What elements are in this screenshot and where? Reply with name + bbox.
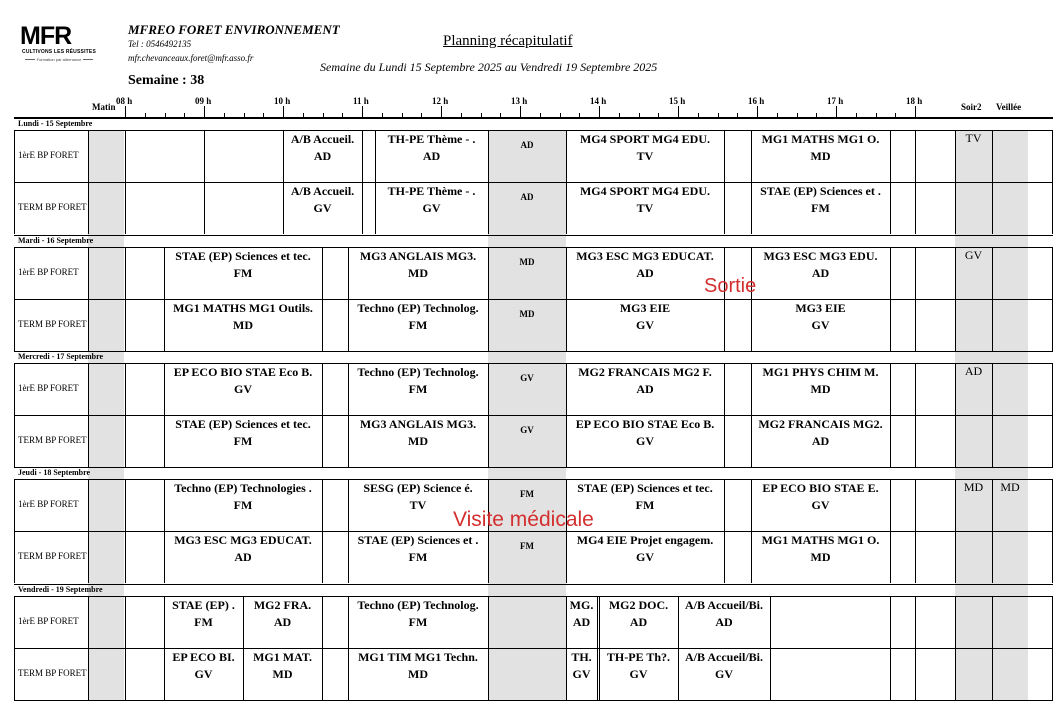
day-label-1: Mardi - 16 Septembre: [18, 236, 94, 245]
hour-label-10: 18 h: [906, 96, 923, 106]
cell-border-right: [597, 648, 598, 700]
soir2-cell: TV: [965, 131, 982, 145]
page-title: Planning récapitulatif: [443, 33, 573, 49]
column-border: [1052, 247, 1053, 351]
lunch-supervisor-cell[interactable]: FM: [520, 541, 534, 551]
course-name: MG2 FRA.: [253, 598, 312, 612]
column-border: [1052, 363, 1053, 467]
matin-column-header: Matin: [92, 102, 116, 112]
course-cell[interactable]: [751, 300, 890, 350]
slot-border: [770, 596, 771, 700]
grid-bottom-border: [14, 700, 1053, 701]
column-border: [1052, 479, 1053, 583]
hour-label-4: 12 h: [432, 96, 449, 106]
organization-phone: Tel : 0546492135: [128, 39, 192, 49]
course-cell[interactable]: [566, 183, 724, 233]
course-name: MG1 MATHS MG1 O.: [761, 132, 880, 146]
slot-border: [125, 247, 126, 351]
row-separator: [14, 182, 1053, 183]
teacher-initials: AD: [273, 615, 292, 629]
teacher-initials: GV: [811, 498, 830, 512]
course-name: STAE (EP) Sciences et .: [760, 184, 881, 198]
veillee-cell: MD: [1000, 480, 1020, 494]
column-border: [14, 363, 15, 467]
teacher-initials: FM: [194, 615, 213, 629]
course-cell[interactable]: [164, 649, 243, 699]
column-border: [955, 596, 956, 700]
teacher-initials: FM: [408, 550, 428, 564]
logo-subtagline: Formation par alternance: [14, 57, 104, 62]
hour-label-5: 13 h: [511, 96, 528, 106]
cell-border-right: [322, 363, 323, 415]
column-border: [992, 130, 993, 234]
slot-border: [915, 479, 916, 583]
course-name: EP ECO BIO STAE E.: [762, 481, 879, 495]
class-label: TERM BP FORET: [18, 319, 87, 329]
course-name: SESG (EP) Science é.: [363, 481, 473, 495]
course-cell[interactable]: [164, 480, 322, 530]
slot-border: [915, 130, 916, 234]
class-label: 1èrE BP FORET: [18, 616, 79, 626]
cell-border-right: [488, 182, 489, 234]
course-name: MG1 PHYS CHIM M.: [762, 365, 879, 379]
column-border: [88, 130, 89, 234]
hour-label-0: 08 h: [116, 96, 133, 106]
teacher-initials: MD: [408, 266, 428, 280]
class-label: 1èrE BP FORET: [18, 383, 79, 393]
slot-border: [890, 363, 891, 467]
teacher-initials: FM: [635, 498, 655, 512]
course-name: Techno (EP) Technolog.: [357, 365, 479, 379]
course-cell[interactable]: [566, 597, 597, 647]
slot-border: [125, 363, 126, 467]
teacher-initials: GV: [715, 667, 733, 681]
course-cell[interactable]: [348, 416, 488, 466]
hour-label-3: 11 h: [353, 96, 369, 106]
slot-border: [362, 130, 363, 234]
teacher-initials: TV: [409, 498, 427, 512]
class-label: TERM BP FORET: [18, 668, 87, 678]
class-label: 1èrE BP FORET: [18, 499, 79, 509]
lunch-supervisor-cell[interactable]: GV: [520, 425, 534, 435]
course-name: STAE (EP) Sciences et tec.: [175, 249, 311, 263]
day-header-border: [14, 584, 1053, 585]
course-name: MG1 MAT.: [253, 650, 312, 664]
teacher-initials: FM: [408, 382, 428, 396]
course-name: MG3 EIE: [619, 301, 671, 315]
course-cell[interactable]: [751, 183, 890, 233]
column-border: [88, 596, 89, 700]
teacher-initials: AD: [811, 266, 830, 280]
slot-border: [890, 130, 891, 234]
teacher-initials: AD: [636, 266, 654, 280]
cell-border-right: [488, 130, 489, 182]
teacher-initials: GV: [422, 201, 441, 215]
course-name: A/B Accueil/Bi.: [685, 598, 763, 612]
course-cell[interactable]: [164, 597, 243, 647]
course-cell[interactable]: [751, 131, 890, 181]
course-cell[interactable]: [566, 300, 724, 350]
lunch-supervisor-cell[interactable]: FM: [520, 489, 534, 499]
day-header-border: [14, 351, 1053, 352]
teacher-initials: FM: [811, 201, 830, 215]
course-cell[interactable]: [751, 416, 890, 466]
week-number: Semaine : 38: [128, 73, 205, 88]
logo-text: MFR: [20, 22, 72, 50]
course-cell[interactable]: [678, 597, 770, 647]
course-name: A/B Accueil.: [290, 184, 355, 198]
course-cell[interactable]: [348, 300, 488, 350]
soir2-cell: MD: [963, 480, 984, 494]
column-border: [955, 363, 956, 467]
teacher-initials: GV: [629, 667, 648, 681]
column-border: [992, 479, 993, 583]
course-name: MG2 DOC.: [608, 598, 669, 612]
course-cell[interactable]: [566, 364, 724, 414]
cell-border-right: [488, 648, 489, 700]
slot-border: [890, 596, 891, 700]
slot-border: [125, 479, 126, 583]
course-cell[interactable]: [348, 597, 488, 647]
teacher-initials: AD: [629, 615, 648, 629]
lunch-supervisor-cell[interactable]: MD: [519, 257, 535, 267]
course-cell[interactable]: [164, 364, 322, 414]
course-cell[interactable]: [243, 649, 322, 699]
day-header-border: [14, 235, 1053, 236]
course-name: MG2 FRANCAIS MG2.: [758, 417, 883, 431]
class-label: TERM BP FORET: [18, 551, 87, 561]
course-cell[interactable]: [348, 364, 488, 414]
course-cell[interactable]: [164, 300, 322, 350]
course-name: Techno (EP) Technologies .: [174, 481, 312, 495]
day-label-0: Lundi - 15 Septembre: [18, 119, 93, 128]
course-cell[interactable]: [348, 248, 488, 298]
course-cell[interactable]: [751, 364, 890, 414]
course-cell[interactable]: [599, 649, 678, 699]
teacher-initials: TV: [636, 201, 654, 215]
column-border: [955, 247, 956, 351]
lunch-supervisor-cell[interactable]: AD: [520, 192, 534, 202]
day-header-border: [14, 467, 1053, 468]
teacher-initials: AD: [234, 550, 252, 564]
cell-border-right: [488, 531, 489, 583]
day-header-border: [14, 118, 1053, 119]
slot-border: [724, 130, 725, 234]
course-name: MG4 EIE Projet engagem.: [576, 533, 714, 547]
cell-border-right: [322, 247, 323, 299]
column-border: [1052, 130, 1053, 234]
teacher-initials: AD: [572, 615, 591, 629]
column-border: [88, 479, 89, 583]
course-name: MG2 FRANCAIS MG2 F.: [578, 365, 712, 379]
slot-border: [890, 479, 891, 583]
teacher-initials: GV: [811, 318, 830, 332]
soir2-column-header: Soir2: [961, 102, 982, 112]
slot-border: [915, 596, 916, 700]
cell-border-right: [597, 596, 598, 648]
teacher-initials: MD: [810, 382, 831, 396]
cell-border-right: [488, 247, 489, 299]
slot-border: [125, 596, 126, 700]
column-border: [955, 130, 956, 234]
cell-border-right: [322, 299, 323, 351]
teacher-initials: FM: [233, 498, 253, 512]
teacher-initials: GV: [636, 318, 654, 332]
class-label: 1èrE BP FORET: [18, 150, 79, 160]
course-name: EP ECO BIO STAE Eco B.: [575, 417, 715, 431]
course-name: MG3 ANGLAIS MG3.: [359, 249, 477, 263]
slot-border: [724, 363, 725, 467]
course-cell[interactable]: [164, 416, 322, 466]
column-border: [14, 596, 15, 700]
teacher-initials: FM: [408, 318, 428, 332]
course-name: MG1 TIM MG1 Techn.: [358, 650, 478, 664]
slot-border: [915, 247, 916, 351]
teacher-initials: FM: [233, 434, 253, 448]
slot-border: [890, 247, 891, 351]
course-name: MG4 SPORT MG4 EDU.: [579, 184, 711, 198]
teacher-initials: TV: [636, 149, 654, 163]
course-name: TH-PE Thème - .: [387, 184, 476, 198]
cell-border-right: [322, 531, 323, 583]
course-cell[interactable]: [348, 649, 488, 699]
course-name: Techno (EP) Technolog.: [357, 598, 479, 612]
slot-border: [915, 363, 916, 467]
organization-email: mfr.chevanceaux.foret@mfr.asso.fr: [128, 53, 254, 63]
soir2-cell: AD: [964, 364, 983, 378]
teacher-initials: MD: [408, 667, 428, 681]
course-name: MG1 MATHS MG1 Outils.: [173, 301, 313, 315]
class-label: 1èrE BP FORET: [18, 267, 79, 277]
hour-label-7: 15 h: [669, 96, 686, 106]
column-border: [14, 479, 15, 583]
cell-border-right: [322, 479, 323, 531]
course-name: TH-PE Thème - .: [387, 132, 476, 146]
slot-border: [125, 130, 126, 234]
teacher-initials: GV: [636, 550, 654, 564]
column-border: [14, 247, 15, 351]
column-border: [14, 130, 15, 234]
column-border: [992, 363, 993, 467]
course-cell[interactable]: [751, 480, 890, 530]
course-cell[interactable]: [566, 131, 724, 181]
cell-border-right: [322, 648, 323, 700]
course-cell[interactable]: [164, 248, 322, 298]
course-cell[interactable]: [751, 532, 890, 582]
cell-border-right: [488, 299, 489, 351]
column-border: [992, 596, 993, 700]
slot-border: [204, 130, 205, 234]
course-cell[interactable]: [283, 131, 362, 181]
course-name: MG1 MATHS MG1 O.: [761, 533, 880, 547]
teacher-initials: AD: [313, 149, 332, 163]
course-name: TH-PE Th?.: [606, 650, 671, 664]
teacher-initials: MD: [408, 434, 428, 448]
teacher-initials: AD: [715, 615, 733, 629]
course-name: MG3 ESC MG3 EDUCAT.: [576, 249, 714, 263]
class-label: TERM BP FORET: [18, 202, 87, 212]
visite-medicale-annotation: Visite médicale: [453, 508, 594, 531]
column-border: [992, 247, 993, 351]
column-border: [1052, 596, 1053, 700]
course-name: TH.: [571, 650, 592, 664]
sortie-annotation: Sortie: [704, 275, 757, 297]
teacher-initials: FM: [233, 266, 253, 280]
hour-label-6: 14 h: [590, 96, 607, 106]
course-cell[interactable]: [566, 416, 724, 466]
logo-tagline: CULTIVONS LES RÉUSSITES: [22, 49, 96, 55]
course-name: STAE (EP) Sciences et .: [357, 533, 479, 547]
course-name: STAE (EP) .: [172, 598, 235, 612]
course-name: A/B Accueil/Bi.: [685, 650, 763, 664]
course-cell[interactable]: [678, 649, 770, 699]
cell-border-right: [322, 596, 323, 648]
course-name: STAE (EP) Sciences et tec.: [175, 417, 311, 431]
slot-border: [724, 247, 725, 351]
teacher-initials: GV: [194, 667, 213, 681]
course-name: MG4 SPORT MG4 EDU.: [579, 132, 711, 146]
lunch-supervisor-cell[interactable]: AD: [520, 140, 534, 150]
course-cell[interactable]: [566, 649, 597, 699]
course-name: MG3 EIE: [795, 301, 846, 315]
course-name: A/B Accueil.: [290, 132, 355, 146]
column-border: [88, 363, 89, 467]
teacher-initials: MD: [272, 667, 293, 681]
teacher-initials: AD: [811, 434, 830, 448]
teacher-initials: GV: [572, 667, 591, 681]
course-cell[interactable]: [348, 532, 488, 582]
column-border: [88, 247, 89, 351]
organization-name: MFREO FORET ENVIRONNEMENT: [128, 22, 340, 37]
lunch-supervisor-cell[interactable]: GV: [520, 373, 534, 383]
veillee-column-header: Veillée: [996, 102, 1022, 112]
teacher-initials: MD: [810, 149, 831, 163]
hour-label-8: 16 h: [748, 96, 765, 106]
teacher-initials: GV: [313, 201, 332, 215]
course-cell[interactable]: [375, 183, 488, 233]
course-name: MG3 ANGLAIS MG3.: [359, 417, 477, 431]
teacher-initials: AD: [636, 382, 654, 396]
cell-border-right: [488, 415, 489, 467]
teacher-initials: GV: [234, 382, 252, 396]
course-cell[interactable]: [283, 183, 362, 233]
teacher-initials: AD: [422, 149, 441, 163]
course-name: STAE (EP) Sciences et tec.: [577, 481, 713, 495]
day-label-2: Mercredi - 17 Septembre: [18, 352, 104, 361]
cell-border-right: [322, 415, 323, 467]
course-name: MG.: [569, 598, 594, 612]
slot-border: [724, 479, 725, 583]
course-name: MG3 ESC MG3 EDU.: [763, 249, 878, 263]
course-cell[interactable]: [164, 532, 322, 582]
course-cell[interactable]: [599, 597, 678, 647]
course-cell[interactable]: [375, 131, 488, 181]
lunch-supervisor-cell[interactable]: MD: [519, 309, 535, 319]
teacher-initials: MD: [233, 318, 253, 332]
day-label-3: Jeudi - 18 Septembre: [18, 468, 91, 477]
hour-label-1: 09 h: [195, 96, 212, 106]
course-name: EP ECO BI.: [172, 650, 235, 664]
course-cell[interactable]: [566, 532, 724, 582]
course-name: MG3 ESC MG3 EDUCAT.: [174, 533, 312, 547]
course-name: EP ECO BIO STAE Eco B.: [173, 365, 313, 379]
course-cell[interactable]: [566, 248, 724, 298]
teacher-initials: MD: [810, 550, 831, 564]
course-name: Techno (EP) Technolog.: [357, 301, 479, 315]
course-cell[interactable]: [243, 597, 322, 647]
week-range-subtitle: Semaine du Lundi 15 Septembre 2025 au Vendredi 19 Septembre 2025: [320, 60, 658, 74]
day-header-bottom: [14, 130, 1053, 131]
soir2-cell: GV: [964, 248, 983, 262]
hour-label-9: 17 h: [827, 96, 844, 106]
cell-border-right: [488, 363, 489, 415]
class-label: TERM BP FORET: [18, 435, 87, 445]
day-label-4: Vendredi - 19 Septembre: [18, 585, 103, 594]
teacher-initials: GV: [636, 434, 654, 448]
course-cell[interactable]: [751, 248, 890, 298]
cell-border-right: [488, 596, 489, 648]
column-border: [955, 479, 956, 583]
hour-label-2: 10 h: [274, 96, 291, 106]
teacher-initials: FM: [408, 615, 428, 629]
